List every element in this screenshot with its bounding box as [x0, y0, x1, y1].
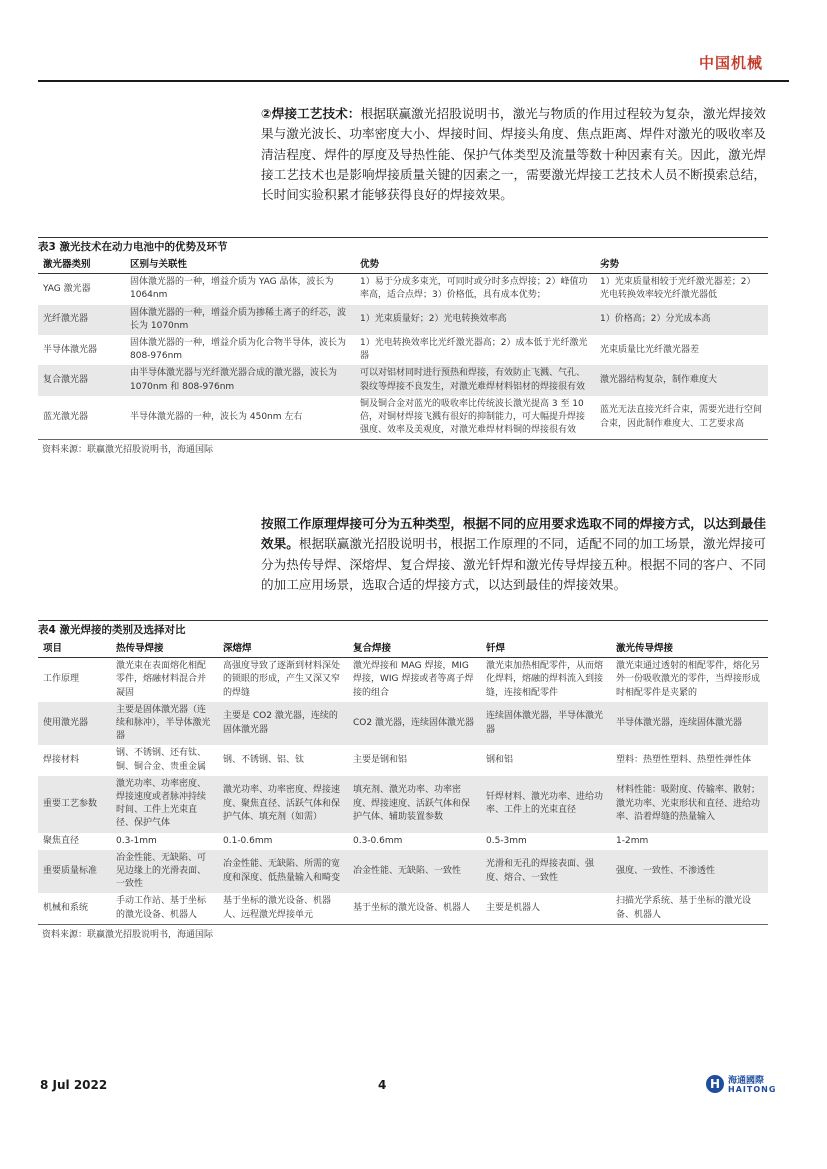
table-cell: 固体激光器的一种，增益介质为掺稀土离子的纤芯，波长为 1070nm [125, 305, 355, 335]
brand-title: 中国机械 [698, 54, 763, 72]
column-header: 激光传导焊接 [611, 640, 768, 658]
table-cell: 1-2mm [616, 835, 649, 846]
table-cell: 1）价格高；2）分光成本高 [595, 305, 768, 335]
table-cell: 激光束加热相配零件，从而熔化焊料，熔融的焊料流入到接缝，连接相配零件 [486, 661, 604, 698]
table-cell: 钢和铝 [486, 755, 514, 766]
table-row [38, 702, 768, 746]
logo-english-text: HAITONG [728, 1085, 777, 1094]
table-row [38, 305, 768, 335]
column-header: 深熔焊 [218, 640, 348, 658]
table-cell: 激光焊接和 MAG 焊接，MIG 焊接，WIG 焊接或者等离子焊接的组合 [353, 661, 474, 698]
row-label: 聚焦直径 [43, 835, 80, 846]
column-header: 劣势 [595, 256, 768, 274]
table-cell: 激光束通过透射的相配零件，熔化另外一份吸收激光的零件，当焊接形成时相配零件是夹紧的 [616, 661, 761, 698]
table-cell: 蓝光无法直接光纤合束，需要光进行空间合束，因此制作难度大、工艺要求高 [595, 396, 768, 440]
table-cell: 冶金性能、无缺陷、可见边缘上的光滑表面、一致性 [111, 850, 218, 894]
table-cell: 0.1-0.6mm [223, 835, 273, 846]
haitong-logo-icon: H [706, 1075, 724, 1093]
table-cell: 主要是机器人 [481, 893, 611, 924]
table-cell: 0.3-1mm [116, 835, 157, 846]
paragraph-body: 根据联赢激光招股说明书，激光与物质的作用过程较为复杂，激光焊接效果与激光波长、功率密度大小、焊接时间、焊接头角度、焦点距离、焊件对激光的吸收率及清洁程度、焊件的厚度及导热性能、保护气体类型及流量等数十种因素有关。因此，激光焊接工艺技术也是影响焊接质量关键的因素之一，需要激光焊接工艺技术人员不断摸索总结，长时间实验积累才能够获得良好的焊接效果。 [261, 106, 767, 203]
table-cell: 基于坐标的激光设备、机器人、远程激光焊接单元 [218, 893, 348, 924]
page-number: 4 [378, 1078, 387, 1092]
row-label: 重要工艺参数 [38, 776, 111, 833]
column-header: 激光器类别 [38, 256, 125, 274]
table-cell: 扫描光学系统、基于坐标的激光设备、机器人 [611, 893, 768, 924]
table3 [38, 256, 768, 440]
table4-source: 资料来源：联赢激光招股说明书，海通国际 [42, 930, 214, 940]
column-header: 项目 [38, 640, 111, 658]
table-cell: CO2 激光器，连续固体激光器 [348, 702, 481, 746]
row-label: YAG 激光器 [43, 283, 91, 294]
table-cell: 主要是 CO2 激光器，连续的固体激光器 [218, 702, 348, 746]
table-cell: 连续固体激光器，半导体激光器 [481, 702, 611, 746]
table3-title: 表3 激光技术在动力电池中的优势及环节 [38, 237, 768, 255]
row-label: 使用激光器 [38, 702, 111, 746]
table-cell: 冶金性能、无缺陷、一致性 [348, 850, 481, 894]
row-label: 机械和系统 [38, 893, 111, 924]
table-cell: 半导体激光器，连续固体激光器 [611, 702, 768, 746]
table-row [38, 396, 768, 440]
header-rule [38, 80, 789, 82]
footer-date: 8 Jul 2022 [40, 1078, 108, 1092]
table-cell: 1）光束质量相较于光纤激光器差；2）光电转换效率较光纤激光器低 [600, 277, 756, 301]
table-cell: 塑料：热塑性塑料、热塑性弹性体 [616, 755, 752, 766]
table-cell: 光束质量比光纤激光器差 [600, 344, 700, 355]
table-cell: 铜及铜合金对蓝光的吸收率比传统波长激光提高 3 至 10 倍，对铜材焊接飞溅有很好的抑制能力，可大幅提升焊接强度、效率及美观度，对激光难焊材料铜的焊接很有效 [355, 396, 595, 440]
table-row [38, 658, 768, 702]
table4-title: 表4 激光焊接的类别及选择对比 [38, 620, 768, 638]
paragraph-lead: ②焊接工艺技术： [261, 106, 361, 121]
column-header: 复合焊接 [348, 640, 481, 658]
column-header: 区别与关联性 [125, 256, 355, 274]
paragraph-lead: 按照工作原理焊接可分为五种类型，根据不同的应用要求选取不同的焊接方式，以达到最佳效果。 [261, 516, 766, 552]
row-label: 蓝光激光器 [38, 396, 125, 440]
table-row [38, 745, 768, 775]
table-row [38, 833, 768, 850]
table-cell: 1）光束质量好；2）光电转换效率高 [355, 305, 595, 335]
table-cell: 0.3-0.6mm [353, 835, 403, 846]
table-cell: 激光功率、功率密度、焊接速度或者脉冲持续时间、工件上光束直径、保护气体 [111, 776, 218, 833]
table4 [38, 640, 768, 925]
table-cell: 固体激光器的一种，增益介质为 YAG 晶体，波长为 1064nm [130, 277, 334, 301]
table-cell: 激光功率、功率密度、焊接速度、聚焦直径、活跃气体和保护气体、填充剂（如需） [218, 776, 348, 833]
table3-source: 资料来源：联赢激光招股说明书，海通国际 [42, 445, 214, 455]
table-header-row [38, 256, 768, 274]
table-cell: 0.5-3mm [486, 835, 527, 846]
table-row [38, 365, 768, 395]
table-cell: 高强度导致了逐渐到材料深处的锁眼的形成，产生又深又窄的焊缝 [223, 661, 341, 698]
table-cell: 激光束在表面熔化相配零件，熔融材料混合并凝固 [116, 661, 207, 698]
row-label: 复合激光器 [38, 365, 125, 395]
table-cell: 半导体激光器的一种，波长为 450nm 左右 [125, 396, 355, 440]
table-cell: 1）易于分成多束光，可同时或分时多点焊接；2）峰值功率高，适合点焊；3）价格低，具有成本优势； [360, 277, 588, 301]
paragraph-welding-types [261, 514, 766, 595]
column-header: 热传导焊接 [111, 640, 218, 658]
table-row [38, 850, 768, 894]
table-cell: 光滑和无孔的焊接表面、强度、熔合、一致性 [481, 850, 611, 894]
table-cell: 填充剂、激光功率、功率密度、焊接速度、活跃气体和保护气体、辅助装置参数 [348, 776, 481, 833]
table-cell: 由半导体激光器与光纤激光器合成的激光器，波长为 1070nm 和 808-976nm [125, 365, 355, 395]
table-row [38, 893, 768, 924]
table-cell: 主要是钢和铝 [353, 755, 408, 766]
table-cell: 材料性能：吸附度、传输率、散射；激光功率、光束形状和直径、进给功率、沿着焊缝的热量输入 [611, 776, 768, 833]
table-cell: 激光器结构复杂，制作难度大 [595, 365, 768, 395]
table-cell: 钎焊材料、激光功率、进给功率、工件上的光束直径 [481, 776, 611, 833]
row-label: 焊接材料 [43, 755, 80, 766]
table-header-row [38, 640, 768, 658]
paragraph-welding-process [261, 104, 766, 205]
table-cell: 钢、不锈钢、还有钛、铜、铜合金、贵重金属 [116, 748, 207, 772]
table-cell: 钢、不锈钢、铝、钛 [223, 755, 305, 766]
table-cell: 强度、一致性、不渗透性 [611, 850, 768, 894]
paragraph-body: 根据联赢激光招股说明书，根据工作原理的不同，适配不同的加工场景，激光焊接可分为热传导焊、深熔焊、复合焊接、激光钎焊和激光传导焊接五种。根据不同的客户、不同的加工应用场景，选取合适的焊接方式，以达到最佳的焊接效果。 [261, 536, 767, 592]
table-row [38, 335, 768, 365]
table-cell: 固体激光器的一种，增益介质为化合物半导体，波长为 808-976nm [130, 338, 347, 362]
table-cell: 冶金性能、无缺陷、所需的宽度和深度、低热量输入和畸变 [218, 850, 348, 894]
table-row [38, 776, 768, 833]
table-row [38, 274, 768, 305]
row-label: 重要质量标准 [38, 850, 111, 894]
row-label: 光纤激光器 [38, 305, 125, 335]
column-header: 优势 [355, 256, 595, 274]
row-label: 半导体激光器 [43, 344, 98, 355]
logo-chinese-text: 海通國際 [728, 1076, 765, 1086]
table-cell: 手动工作站、基于坐标的激光设备、机器人 [111, 893, 218, 924]
table-cell: 主要是固体激光器（连续和脉冲），半导体激光器 [111, 702, 218, 746]
table-cell: 1）光电转换效率比光纤激光器高；2）成本低于光纤激光器 [360, 338, 588, 362]
table-cell: 基于坐标的激光设备、机器人 [348, 893, 481, 924]
row-label: 工作原理 [43, 674, 80, 685]
table-cell: 可以对铝材同时进行预热和焊接，有效防止飞溅、气孔、裂纹等焊接不良发生，对激光难焊材料铝材的焊接很有效 [355, 365, 595, 395]
haitong-logo [706, 1073, 776, 1099]
column-header: 钎焊 [481, 640, 611, 658]
